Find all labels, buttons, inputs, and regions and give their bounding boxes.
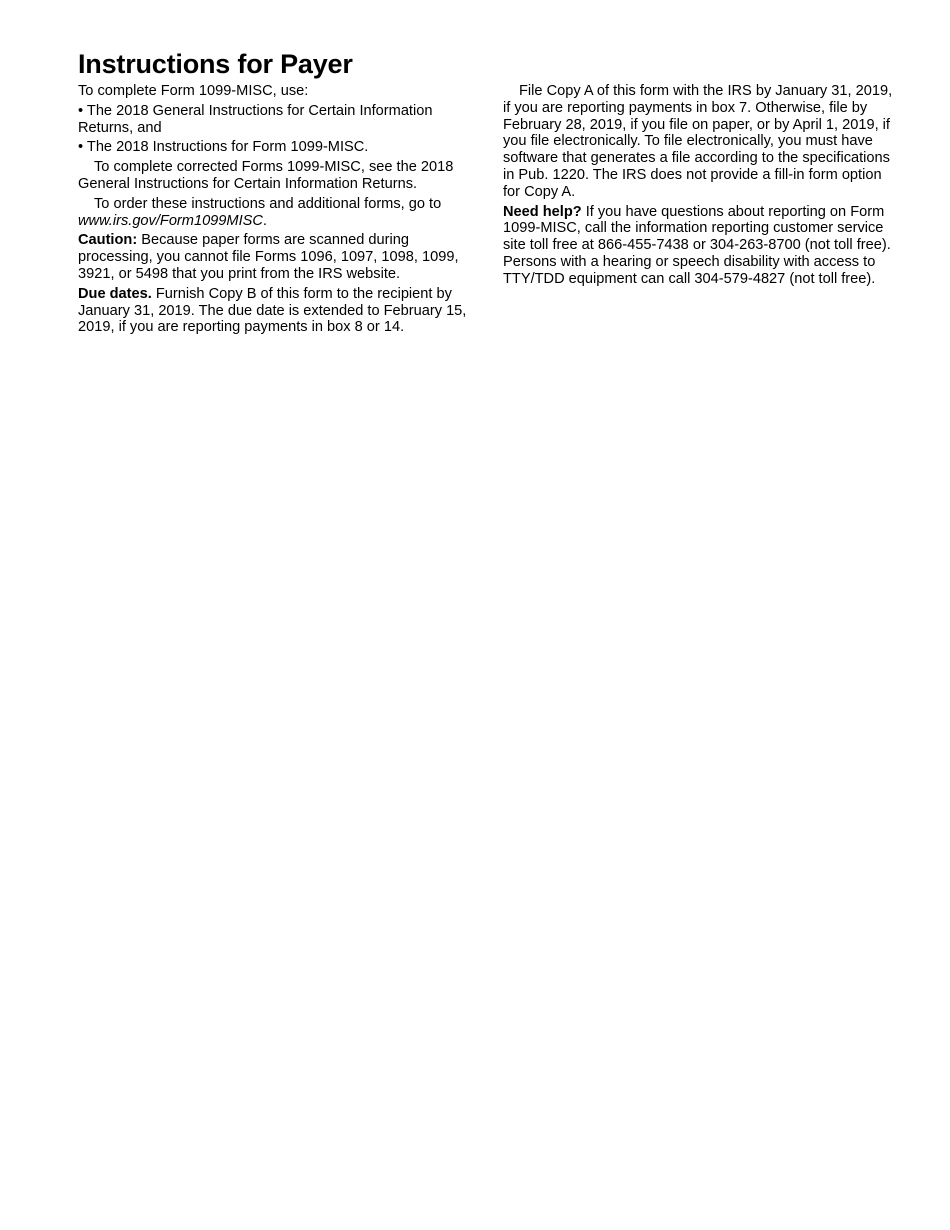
need-help-text: If you have questions about reporting on Form 1099-MISC, call the information reporting customer service site toll free at 866-455-7438 or 304-263-8700 (not toll free). Persons with a hearing or speech disability with access to TTY/TDD equipment can call 304-579-4827 (not toll free). (503, 203, 891, 287)
due-dates-paragraph (78, 286, 474, 336)
file-copy-paragraph: File Copy A of this form with the IRS by January 31, 2019, if you are reporting payments in box 7. Otherwise, file by February 28, 2019, if you file on paper, or by April 1, 2019, if you file electronically. To file electronically, you must have software that generates a file according to the specifications in Pub. 1220. The IRS does not provide a fill-in form option for Copy A. (503, 83, 893, 200)
left-column (78, 83, 474, 339)
order-text: To order these instructions and additional forms, go to (94, 195, 442, 212)
need-help-label: Need help? (503, 203, 582, 220)
intro-paragraph: To complete Form 1099-MISC, use: (78, 83, 309, 99)
order-forms-paragraph (78, 196, 474, 230)
page-title: Instructions for Payer (78, 49, 353, 79)
due-dates-text: Furnish Copy B of this form to the recipient by January 31, 2019. The due date is extended to February 15, 2019, if you are reporting payments in box 8 or 14. (78, 285, 467, 336)
bullet-general-instructions: • The 2018 General Instructions for Certain Information Returns, and (78, 102, 433, 136)
caution-label: Caution: (78, 232, 138, 249)
need-help-paragraph (503, 204, 898, 288)
due-dates-label: Due dates. (78, 285, 152, 302)
order-suffix: . (262, 212, 267, 229)
irs-website-link[interactable]: www.irs.gov/Form1099MISC (78, 212, 263, 229)
caution-text: Because paper forms are scanned during processing, you cannot file Forms 1096, 1097, 1098, 1099, 3921, or 5498 that you print from the IRS website. (78, 232, 459, 282)
right-column (503, 83, 898, 291)
corrected-forms-paragraph: To complete corrected Forms 1099-MISC, see the 2018 General Instructions for Certain Information Returns. (78, 159, 454, 192)
caution-paragraph (78, 232, 474, 282)
bullet-form-instructions: • The 2018 Instructions for Form 1099-MISC. (78, 139, 369, 156)
